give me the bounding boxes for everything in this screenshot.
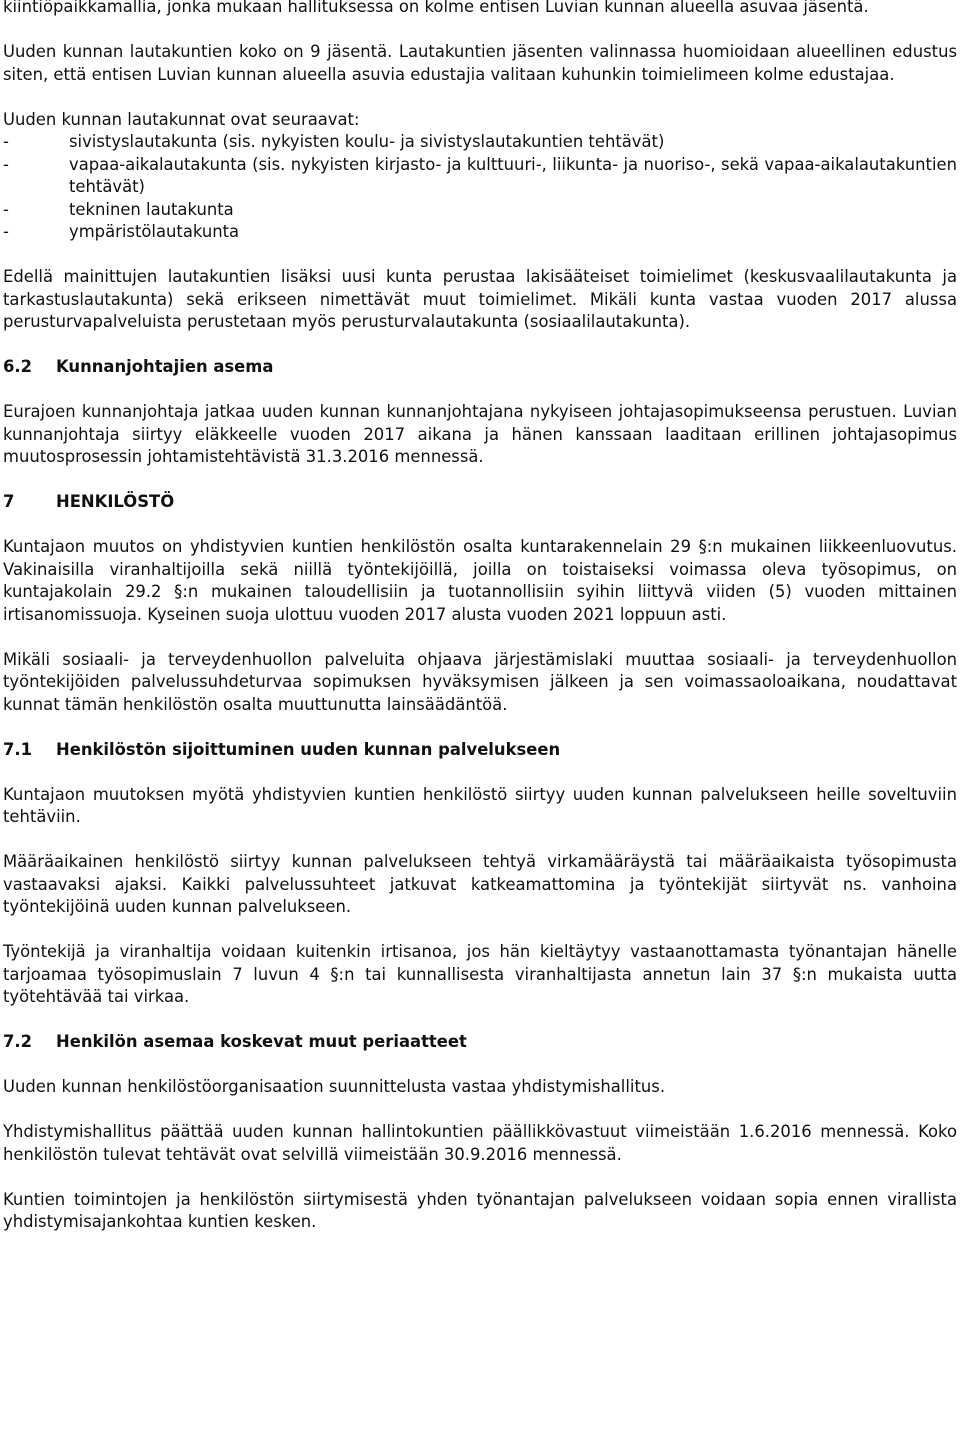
section-number: 7.2 <box>3 1032 33 1051</box>
paragraph-jarjestamislaki: Mikäli sosiaali- ja terveydenhuollon palveluita ohjaava järjestämislaki muuttaa sosiaali- ja terveydenhuollon työntekijöiden palvelussuhdeturvaa sopimuksen hyväksymisen jälkeen ja sen voimassaoloaikana, noudattavat kunnat tämän henkilöstön osalta muuttunutta lainsäädäntöä. <box>3 649 957 714</box>
section-title: HENKILÖSTÖ <box>56 492 175 511</box>
list-item <box>3 131 957 154</box>
section-title: Henkilön asemaa koskevat muut periaatteet <box>56 1032 467 1051</box>
list-dash: - <box>3 154 9 174</box>
list-item-text: tekninen lautakunta <box>69 199 234 219</box>
paragraph-kunnanjohtajat: Eurajoen kunnanjohtaja jatkaa uuden kunnan kunnanjohtajana nykyiseen johtajasopimukseensa perustuen. Luvian kunnanjohtaja siirtyy eläkkeelle vuoden 2017 aikana ja hänen kanssaan laaditaan erillinen johtajasopimus muutosprosessin johtamistehtävistä 31.3.2016 mennessä. <box>3 402 957 466</box>
list-dash: - <box>3 199 9 219</box>
section-title: Henkilöstön sijoittuminen uuden kunnan palvelukseen <box>56 739 561 759</box>
paragraph-henkilostoorganisaatio: Uuden kunnan henkilöstöorganisaation suunnittelusta vastaa yhdistymishallitus. <box>3 1077 666 1096</box>
list-item-text: ympäristölautakunta <box>69 222 240 241</box>
section-title: Kunnanjohtajien asema <box>56 357 274 376</box>
list-item <box>3 199 957 222</box>
paragraph-muut-toimielimet: Edellä mainittujen lautakuntien lisäksi uusi kunta perustaa lakisääteiset toimielimet (keskusvaalilautakunta ja tarkastuslautakunta) sekä erikseen nimettävät muut toimielimet. Mikäli kunta vastaa vuoden 2017 alussa perusturvapalveluista perustetaan myös perusturvalautakunta (sosiaalilautakunta). <box>3 267 957 331</box>
section-heading-7-1 <box>3 739 957 762</box>
section-number: 7.1 <box>3 739 33 759</box>
paragraph-maaraaikainen: Määräaikainen henkilöstö siirtyy kunnan palvelukseen tehtyä virkamääräystä tai määräaikaista työsopimusta vastaavaksi ajaksi. Kaikki palvelussuhteet jatkuvat katkeamattomina ja työntekijät siirtyvät ns. vanhoina työntekijöinä uuden kunnan palvelukseen. <box>3 852 957 916</box>
section-heading-6-2 <box>3 356 957 379</box>
section-heading-7-2 <box>3 1031 957 1054</box>
paragraph-kiintiopaikkamalli: kiintiöpaikkamallia, jonka mukaan hallituksessa on kolme entisen Luvian kunnan alueella asuvaa jäsentä. <box>3 0 869 16</box>
list-item-text: vapaa-aikalautakunta (sis. nykyisten kirjasto- ja kulttuuri-, liikunta- ja nuoriso-, sekä vapaa-aikalautakuntien tehtävät) <box>69 154 957 196</box>
section-heading-7 <box>3 491 957 514</box>
list-item <box>3 154 957 199</box>
document-page <box>3 0 957 1234</box>
paragraph-lautakunnat-intro: Uuden kunnan lautakunnat ovat seuraavat: <box>3 109 360 129</box>
paragraph-siirtymisesta-sopiminen: Kuntien toimintojen ja henkilöstön siirtymisestä yhden työnantajan palvelukseen voidaan sopia ennen virallista yhdistymisajankohtaa kuntien kesken. <box>3 1189 957 1231</box>
paragraph-liikkeenluovutus: Kuntajaon muutos on yhdistyvien kuntien henkilöstön osalta kuntarakennelain 29 §:n mukainen liikkeenluovutus. Vakinaisilla viranhaltijoilla sekä niillä työntekijöillä, joilla on toistaiseksi voimassa oleva työsopimus, on kuntajakolain 29.2 §:n mukainen taloudellisiin ja tuotannollisiin syihin liittyvä viiden (5) vuoden mittainen irtisanomissuoja. Kyseinen suoja ulottuu vuoden 2017 alusta vuoden 2021 loppuun asti. <box>3 537 957 624</box>
list-dash: - <box>3 132 9 151</box>
paragraph-paallikkovastuut: Yhdistymishallitus päättää uuden kunnan hallintokuntien päällikkövastuut viimeistään 1.6.2016 mennessä. Koko henkilöstön tulevat tehtävät ovat selvillä viimeistään 30.9.2016 mennessä. <box>3 1122 957 1164</box>
list-dash: - <box>3 222 9 241</box>
list-item <box>3 221 957 244</box>
section-number: 7 <box>3 492 15 511</box>
section-number: 6.2 <box>3 357 33 376</box>
paragraph-henkilosto-siirtyy: Kuntajaon muutoksen myötä yhdistyvien kuntien henkilöstö siirtyy uuden kunnan palvelukseen heille soveltuviin tehtäviin. <box>3 784 957 826</box>
paragraph-irtisanominen: Työntekijä ja viranhaltija voidaan kuitenkin irtisanoa, jos hän kieltäytyy vastaanottamasta työnantajan hänelle tarjoamaa työsopimuslain 7 luvun 4 §:n tai kunnallisesta viranhaltijasta annetun lain 37 §:n mukaista uutta työtehtävää tai virkaa. <box>3 942 957 1006</box>
list-item-text: sivistyslautakunta (sis. nykyisten koulu- ja sivistyslautakuntien tehtävät) <box>69 132 665 151</box>
paragraph-lautakuntien-koko: Uuden kunnan lautakuntien koko on 9 jäsentä. Lautakuntien jäsenten valinnassa huomioidaan alueellinen edustus siten, että entisen Luvian kunnan alueella asuvia edustajia valitaan kuhunkin toimielimeen kolme edustajaa. <box>3 42 957 84</box>
committee-list <box>3 131 957 244</box>
